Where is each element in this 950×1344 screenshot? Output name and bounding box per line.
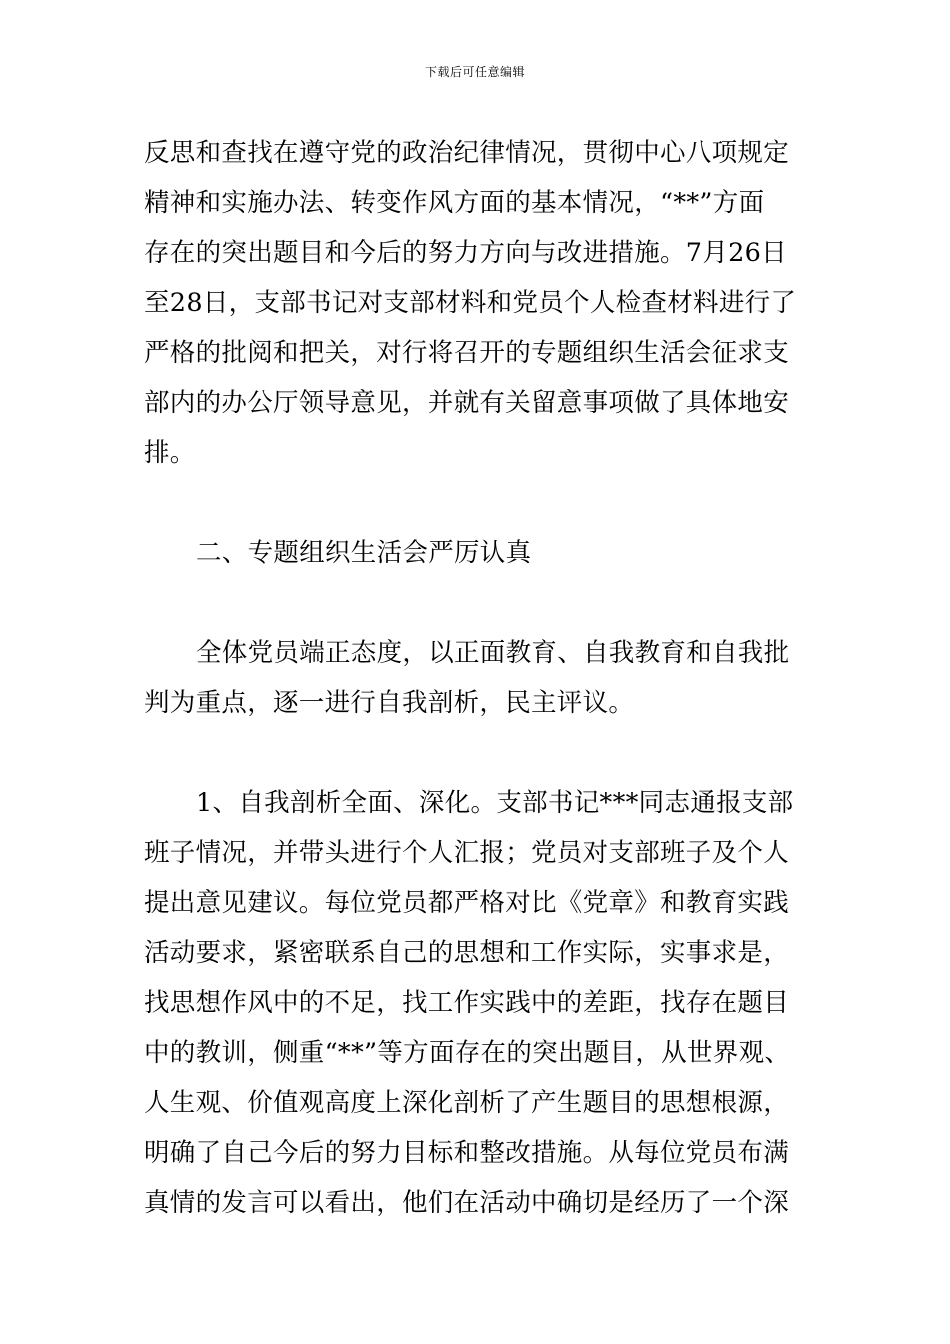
text-line: 人生观、价值观高度上深化剖析了产生题目的思想根源， [144, 1088, 790, 1118]
section-heading-text: 二、专题组织生活会严厉认真 [196, 538, 532, 568]
section-heading [144, 528, 834, 578]
text-line: 明确了自己今后的努力目标和整改措施。从每位党员布满 [144, 1138, 790, 1168]
text-line: 严格的批阅和把关，对行将召开的专题组织生活会征求支 [144, 338, 790, 368]
text-line: 1、自我剖析全面、深化。支部书记***同志通报支部 [196, 788, 794, 818]
text-line: 找思想作风中的不足，找工作实践中的差距，找存在题目 [144, 988, 790, 1018]
document-body [144, 128, 834, 1228]
text-line: 至28日，支部书记对支部材料和党员个人检查材料进行了 [144, 288, 797, 318]
paragraph-continuation [144, 128, 834, 478]
text-line: 存在的突出题目和今后的努力方向与改进措施。7月26日 [144, 238, 787, 268]
paragraph-gap [144, 578, 834, 628]
text-line: 全体党员端正态度，以正面教育、自我教育和自我批 [196, 638, 790, 668]
paragraph-self-analysis [144, 778, 834, 1228]
text-line: 排。 [144, 438, 196, 468]
paragraph-gap [144, 728, 834, 778]
text-line: 中的教训，侧重“**”等方面存在的突出题目，从世界观、 [144, 1038, 791, 1068]
text-line: 提出意见建议。每位党员都严格对比《党章》和教育实践 [144, 888, 790, 918]
text-line: 反思和查找在遵守党的政治纪律情况，贯彻中心八项规定 [144, 138, 790, 168]
paragraph-gap [144, 478, 834, 528]
paragraph-intro [144, 628, 834, 728]
text-line: 精神和实施办法、转变作风方面的基本情况，“**”方面 [144, 188, 765, 218]
text-line: 活动要求，紧密联系自己的思想和工作实际，实事求是， [144, 938, 790, 968]
text-line: 班子情况，并带头进行个人汇报；党员对支部班子及个人 [144, 838, 790, 868]
text-line: 判为重点，逐一进行自我剖析，民主评议。 [144, 688, 635, 718]
text-line: 部内的办公厅领导意见，并就有关留意事项做了具体地安 [144, 388, 790, 418]
page-header: 下载后可任意编辑 [424, 65, 525, 79]
text-line: 真情的发言可以看出，他们在活动中确切是经历了一个深 [144, 1188, 790, 1218]
